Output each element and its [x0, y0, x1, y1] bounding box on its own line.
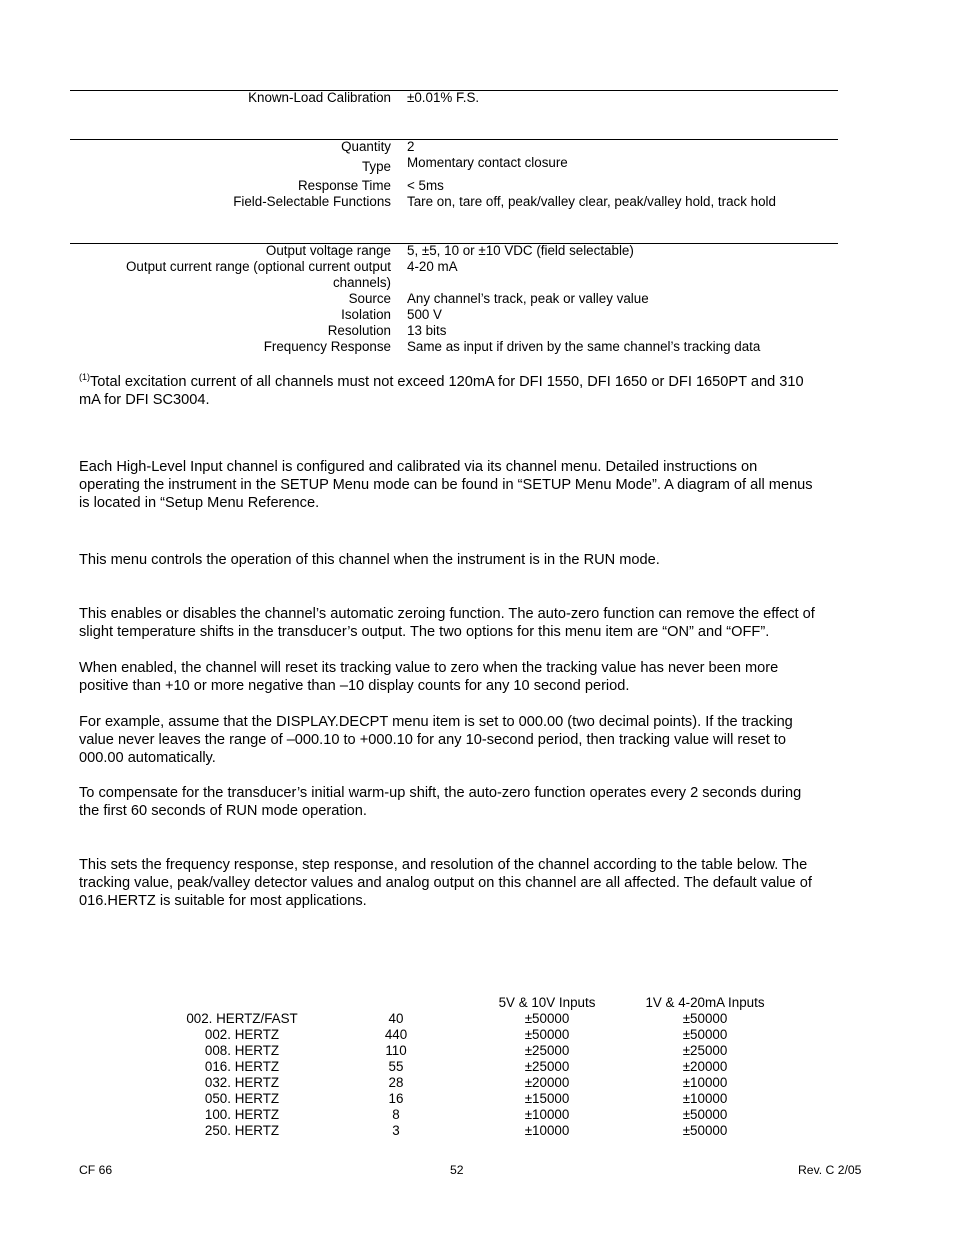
table-cell: 032. HERTZ — [204, 1075, 280, 1090]
table-cell: 55 — [388, 1059, 404, 1074]
auto-zero-example-paragraph — [79, 713, 879, 767]
table-cell: 016. HERTZ — [204, 1059, 280, 1074]
paragraph-line: This sets the frequency response, step response, and resolution of the channel according to the table below. The — [79, 857, 808, 873]
table-cell: ±25000 — [524, 1059, 570, 1074]
spec-label: Output voltage range — [265, 243, 391, 258]
spec-row — [70, 307, 850, 323]
footnote-marker: (1) — [79, 372, 90, 382]
table-cell: ±25000 — [682, 1043, 728, 1058]
auto-zero-paragraph — [79, 659, 879, 695]
paragraph-line: Each High-Level Input channel is configured and calibrated via its channel menu. Detailed instructions on — [79, 459, 758, 475]
table-cell: 002. HERTZ — [204, 1027, 280, 1042]
analog-output-spec-table — [70, 243, 850, 355]
spec-label: Response Time — [297, 178, 391, 193]
table-cell: 002. HERTZ/FAST — [186, 1011, 298, 1026]
table-cell: 008. HERTZ — [204, 1043, 280, 1058]
spec-value: Same as input if driven by the same channel’s tracking data — [407, 339, 761, 354]
table-cell: ±20000 — [524, 1075, 570, 1090]
run-menu-paragraph — [79, 551, 879, 569]
spec-label: Field-Selectable Functions — [233, 194, 391, 209]
table-cell: ±15000 — [524, 1091, 570, 1106]
footer-revision: Rev. C 2/05 — [798, 1163, 862, 1177]
table-header — [366, 995, 426, 1011]
paragraph-line: This enables or disables the channel’s automatic zeroing function. The auto-zero function can remove the effect of — [79, 606, 815, 622]
table-cell: 3 — [392, 1123, 400, 1138]
paragraph-line: operating the instrument in the SETUP Menu mode can be found in “SETUP Menu Mode”. A diagram of all menus — [79, 477, 813, 493]
table-cell: ±20000 — [682, 1059, 728, 1074]
paragraph-line: For example, assume that the DISPLAY.DECPT menu item is set to 000.00 (two decimal points). If the tracking — [79, 714, 793, 730]
resolution-1v-4-20ma-column — [630, 995, 780, 1139]
table-cell: 16 — [388, 1091, 404, 1106]
spec-label: Source — [348, 291, 391, 306]
table-cell: 440 — [384, 1027, 408, 1042]
spec-value: 2 — [407, 139, 415, 154]
footnote-line — [79, 373, 879, 391]
spec-row — [70, 259, 850, 275]
spec-row — [70, 155, 850, 175]
spec-row — [70, 323, 850, 339]
spec-value: 4-20 mA — [407, 259, 458, 274]
paragraph-line: This menu controls the operation of this channel when the instrument is in the RUN mode. — [79, 552, 660, 568]
table-header — [162, 995, 322, 1011]
table-cell: 110 — [385, 1043, 407, 1058]
table-cell: 28 — [388, 1075, 404, 1090]
spec-value: Any channel’s track, peak or valley value — [407, 291, 649, 306]
spec-row — [70, 90, 850, 106]
spec-label: Isolation — [341, 307, 391, 322]
table-cell: ±10000 — [524, 1123, 570, 1138]
table-cell: ±10000 — [682, 1075, 728, 1090]
spec-row — [70, 194, 850, 210]
footnote-line: mA for DFI SC3004. — [79, 392, 210, 408]
intro-paragraph — [79, 458, 879, 512]
table-cell: ±50000 — [682, 1011, 728, 1026]
spec-row — [70, 243, 850, 259]
paragraph-line: tracking value, peak/valley detector values and analog output on this channel are all affected. The default value of — [79, 875, 812, 891]
spec-value: ±0.01% F.S. — [407, 90, 480, 105]
filter-paragraph — [79, 856, 879, 910]
resolution-5v-10v-column — [487, 995, 607, 1139]
table-header: 1V & 4-20mA Inputs — [645, 995, 765, 1010]
calibration-spec-table — [70, 90, 850, 106]
spec-row — [70, 339, 850, 355]
spec-row — [70, 275, 850, 291]
auto-zero-paragraph — [79, 605, 879, 641]
spec-value: 500 V — [407, 307, 442, 322]
footnote — [79, 373, 879, 409]
table-cell: 8 — [392, 1107, 400, 1122]
spec-row — [70, 291, 850, 307]
table-cell: ±50000 — [682, 1107, 728, 1122]
spec-label: Known-Load Calibration — [248, 90, 391, 105]
footer-document-id: CF 66 — [79, 1163, 113, 1177]
table-cell: 100. HERTZ — [204, 1107, 280, 1122]
spec-label: Resolution — [327, 323, 391, 338]
table-cell: 250. HERTZ — [204, 1123, 280, 1138]
paragraph-line: 000.00 automatically. — [79, 750, 216, 766]
table-cell: ±10000 — [682, 1091, 728, 1106]
paragraph-line: positive than +10 or more negative than –10 display counts for any 10 second period. — [79, 678, 630, 694]
paragraph-line: When enabled, the channel will reset its tracking value to zero when the tracking value has never been more — [79, 660, 779, 676]
paragraph-line: value never leaves the range of –000.10 to +000.10 for any 10-second period, then tracking value will reset to — [79, 732, 787, 748]
paragraph-line: the first 60 seconds of RUN mode operation. — [79, 803, 367, 819]
spec-label: Frequency Response — [263, 339, 391, 354]
table-cell: ±50000 — [524, 1027, 570, 1042]
spec-value — [407, 275, 850, 291]
paragraph-line: is located in “Setup Menu Reference. — [79, 495, 320, 511]
table-header: 5V & 10V Inputs — [498, 995, 596, 1010]
inputs-spec-table — [70, 139, 850, 210]
spec-label: Quantity — [341, 139, 391, 154]
step-response-column — [366, 995, 426, 1139]
auto-zero-warmup-paragraph — [79, 784, 879, 820]
spec-value: 13 bits — [407, 323, 447, 338]
spec-label: Output current range (optional current output — [126, 259, 391, 274]
footer-page-number: 52 — [450, 1163, 464, 1177]
paragraph-line: To compensate for the transducer’s initial warm-up shift, the auto-zero function operates every 2 seconds during — [79, 785, 802, 801]
table-cell: ±10000 — [524, 1107, 570, 1122]
table-cell: ±50000 — [682, 1027, 728, 1042]
table-cell: 40 — [388, 1011, 404, 1026]
paragraph-line: 016.HERTZ is suitable for most applications. — [79, 893, 367, 909]
spec-label: Type — [361, 159, 391, 174]
table-cell: ±25000 — [524, 1043, 570, 1058]
footnote-text: Total excitation current of all channels must not exceed 120mA for DFI 1550, DFI 1650 or DFI 1650PT and 310 — [90, 374, 804, 390]
spec-value: Momentary contact closure — [407, 155, 568, 170]
table-cell: ±50000 — [524, 1011, 570, 1026]
table-cell: 050. HERTZ — [204, 1091, 280, 1106]
spec-value: < 5ms — [407, 178, 444, 193]
spec-row — [70, 178, 850, 194]
spec-row — [70, 139, 850, 155]
spec-value: 5, ±5, 10 or ±10 VDC (field selectable) — [407, 243, 634, 258]
spec-value: Tare on, tare off, peak/valley clear, peak/valley hold, track hold — [407, 194, 776, 209]
filter-setting-column — [162, 995, 322, 1139]
spec-label: channels) — [332, 275, 391, 290]
table-cell: ±50000 — [682, 1123, 728, 1138]
paragraph-line: slight temperature shifts in the transducer’s output. The two options for this menu item are “ON” and “OFF”. — [79, 624, 770, 640]
